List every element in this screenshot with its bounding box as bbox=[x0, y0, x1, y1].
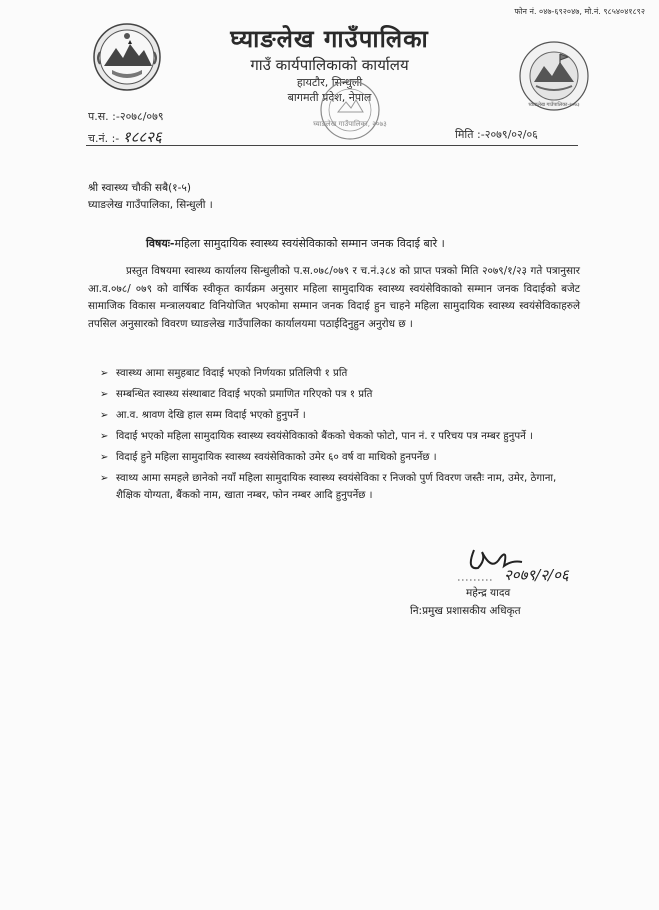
header-divider bbox=[86, 145, 578, 146]
arrow-bullet-icon: ➢ bbox=[100, 473, 109, 484]
subject-label: विषयः- bbox=[146, 237, 175, 250]
address-line-2: बागमती प्रदेश, नेपाल bbox=[287, 91, 372, 104]
office-stamp bbox=[313, 78, 387, 142]
arrow-bullet-icon: ➢ bbox=[100, 452, 109, 463]
signature-date: २०७९/२/०६ bbox=[504, 566, 569, 584]
list-item-text: स्वास्थ्य आमा समुहबाट विदाई भएको निर्णयका प्रतिलिपी १ प्रति bbox=[116, 368, 348, 379]
list-item-text: स्वाथ्य आमा समहले छानेको नयाँ महिला सामुदायिक स्वास्थ्य स्वयंसेविका र निजको पुर्ण विवरण जस्तैः नाम, उमेर, ठेगाना, शैक्षिक योग्यता, बैंकको नाम, खाता नम्बर, फोन नम्बर आदि हुनुपर्नेछ । bbox=[116, 473, 557, 501]
phone-numbers: फोन नं. ०४७-६९२०४७, मो.नं. ९८५४०४१८९२ bbox=[514, 7, 645, 16]
municipality-logo-icon bbox=[518, 40, 590, 112]
letter-date: मिति :-२०७९/०२/०६ bbox=[455, 128, 538, 141]
recipient-line-2: घ्याङलेख गाउँपालिका, सिन्धुली । bbox=[88, 199, 213, 211]
list-item bbox=[100, 470, 584, 504]
municipality-title: घ्याङलेख गाउँपालिका bbox=[230, 25, 429, 53]
list-item bbox=[100, 449, 584, 466]
requirements-list bbox=[100, 365, 584, 508]
subject-line bbox=[146, 236, 445, 251]
list-item bbox=[100, 365, 584, 382]
fiscal-year: प.स. :-२०७८/०७९ bbox=[88, 110, 164, 123]
signatory-title: नि:प्रमुख प्रशासकीय अधिकृत bbox=[410, 605, 521, 617]
arrow-bullet-icon: ➢ bbox=[100, 389, 109, 400]
list-item-text: सम्बन्धित स्वास्थ्य संस्थाबाट विदाई भएको प्रमाणित गरिएको पत्र १ प्रति bbox=[116, 389, 373, 400]
arrow-bullet-icon: ➢ bbox=[100, 368, 109, 379]
list-item bbox=[100, 386, 584, 403]
list-item bbox=[100, 407, 584, 424]
logo-text: घ्याङलेख गाउँपालिका-२०७३ bbox=[528, 102, 580, 108]
dispatch-label: च.नं. :- bbox=[88, 132, 120, 145]
body-text: प्रस्तुत विषयमा स्वास्थ्य कार्यालय सिन्धुलीको प.स.०७८/०७९ र च.नं.३८४ को प्राप्त पत्रको मिति २०७९/१/२३ गते पत्रानुसार आ.व.०७८/ ०७९ को वार्षिक स्वीकृत कार्यक्रम अनुसार महिला सामुदायिक स्वास्थ्य स्वयंसेविकाको सम्मान जनक विदाईको बजेट सामाजिक विकास मन्त्रालयबाट विनियोजित भएकोमा सम्मान जनक विदाई हुन चाहने महिला सामुदायिक स्वास्थ्य स्वयंसेविकाहरुले तपसिल अनुसारको विवरण घ्याङलेख गाउँपालिका कार्यालयमा पठाईदिनुहुन अनुरोध छ । bbox=[88, 265, 580, 330]
list-item-text: आ.व. श्रावण देखि हाल सम्म विदाई भएको हुनुपर्ने । bbox=[116, 410, 306, 421]
address-line-1: हायटौर, सिन्धुली bbox=[296, 76, 363, 89]
stamp-text: घ्याङलेख गाउँपालिका, २०७३ bbox=[313, 120, 387, 128]
dispatch-number-row bbox=[88, 127, 162, 147]
list-item-text: विदाई भएको महिला सामुदायिक स्वास्थ्य स्वयंसेविकाको बैंकको चेकको फोटो, पान नं. र परिचय पत्र नम्बर हुनुपर्ने । bbox=[116, 431, 533, 442]
arrow-bullet-icon: ➢ bbox=[100, 431, 109, 442]
recipient-line-1: श्री स्वास्थ्य चौकी सबै(१-५) bbox=[88, 182, 191, 194]
dispatch-number: १८८२६ bbox=[122, 128, 162, 146]
signatory-name: महेन्द्र यादव bbox=[466, 587, 511, 599]
body-paragraph bbox=[88, 263, 580, 333]
arrow-bullet-icon: ➢ bbox=[100, 410, 109, 421]
office-subtitle: गाउँ कार्यपालिकाको कार्यालय bbox=[250, 56, 409, 74]
subject-text: महिला सामुदायिक स्वास्थ्य स्वयंसेविकाको सम्मान जनक विदाई बारे । bbox=[174, 237, 445, 250]
list-item bbox=[100, 428, 584, 445]
list-item-text: विदाई हुने महिला सामुदायिक स्वास्थ्य स्वयंसेविकाको उमेर ६० वर्ष वा माथिको हुनपर्नेछ । bbox=[116, 452, 437, 463]
